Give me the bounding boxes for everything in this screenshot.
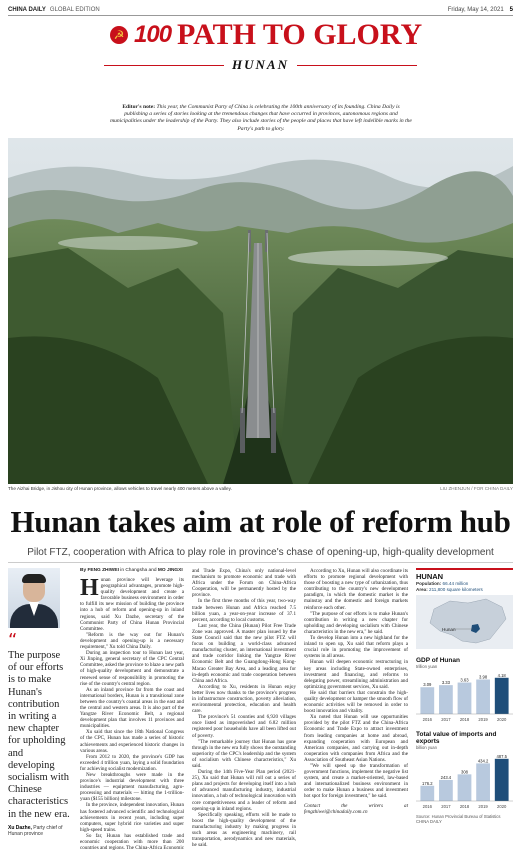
byline-location: in Changsha <box>120 568 148 573</box>
article-paragraph <box>304 611 408 635</box>
main-photo <box>8 138 513 484</box>
article-paragraph <box>80 772 184 802</box>
article-paragraph <box>192 812 296 849</box>
article-paragraph <box>304 763 408 800</box>
population-value: 66.44 million <box>442 581 469 586</box>
article-paragraph <box>192 769 296 812</box>
party-emblem-icon: ☭ <box>110 26 128 44</box>
chart-value-label: 3.33 <box>441 680 450 686</box>
chart-category-label: 2017 <box>441 804 451 810</box>
article-paragraph <box>80 577 184 632</box>
article-body <box>80 568 408 854</box>
paragraph-text: He said that barriers that constrain the high-quality development or hamper the smooth flow of economic activities will be removed in order to boost innovation and vitality. <box>304 689 408 715</box>
chart-value-label: 434.2 <box>477 758 489 764</box>
paragraph-text: Hunan will deepen economic restructuring in key areas including State-owned enterprises, investment and financing, and reforms to delegating power, streamlining administration and optimizing government services, Xu said. <box>304 659 408 690</box>
china-map <box>416 595 513 649</box>
chart-bar <box>476 764 490 802</box>
paragraph-text: To develop Hunan into a new highland for the inland to open up, Xu said that reform plays a crucial role in promoting the improvement of systems in all areas. <box>304 635 408 660</box>
area-value: 211,800 square kilometers <box>429 586 483 592</box>
article-paragraph <box>80 650 184 687</box>
pullquote-attribution <box>8 825 70 837</box>
province-name: HUNAN <box>232 57 289 72</box>
trade-bar-chart <box>416 752 513 810</box>
chart-value-label: 3.63 <box>460 677 469 683</box>
gdp-chart-unit: trillion yuan <box>416 664 438 670</box>
byline-author-1: By FENG ZHIWEI <box>80 568 119 573</box>
article-paragraph <box>304 714 408 763</box>
paragraph-text: According to Xu, residents in Hunan enjoy better lives now thanks to the province's progress in infrastructure construction, poverty alleviation, environmental protection, education and health care. <box>192 683 296 715</box>
paragraph-text: The province's 51 counties and 6,920 villages once listed as impoverished and 6.82 million registered poor households have all been lifted out of poverty. <box>192 714 296 739</box>
chart-bar <box>495 759 509 801</box>
issue-date: Friday, May 14, 2021 <box>447 6 504 13</box>
chart-category-label: 2019 <box>478 804 488 810</box>
editors-note <box>110 104 412 133</box>
paragraph-text: During the 14th Five-Year Plan period (2021-25), Xu said that Hunan will roll out a series of plans and projects for developing itself into a hub of advanced manufacturing industry, industrial innovation, a hub of technological innovation with core competitiveness and a leader of reform and opening-up in inland regions. <box>192 769 296 812</box>
area-label: Area: <box>416 586 428 592</box>
paragraph-text: Xu said that since the 18th National Congress of the CPC, Hunan has made a series of historic achievements and experienced historic changes in various areas. <box>80 729 184 754</box>
paragraph-text: "Reform is the way out for Hunan's development and opening-up is a necessary requirement," Xu told China Daily. <box>80 631 184 651</box>
trade-chart-title: Total value of imports and exports <box>416 731 497 746</box>
series-title: PATH TO GLORY <box>177 18 423 51</box>
editors-note-text: This year, the Communist Party of China is celebrating the 100th anniversary of its founding. China Daily is publishing a series of stories looking at the tremendous changes that have occurred in provinces, autonomous regions and municipalities under the leadership of the Party. They also include stories of the people and places that have left indelible marks in the Party's path to glory. <box>110 104 412 132</box>
photo-credit: LIU ZHENJUN / FOR CHINA DAILY <box>440 486 513 491</box>
article-paragraph <box>192 623 296 684</box>
byline <box>80 568 184 574</box>
graphic-credit: CHINA DAILY <box>416 819 442 825</box>
byline-and: and <box>148 568 157 573</box>
subheadline: Pilot FTZ, cooperation with Africa to play role in province's chase of opening-up, high-quality development <box>27 547 494 558</box>
paragraph-text: During an inspection tour to Hunan last year, Xi Jinping, general secretary of the CPC Central Committee, asked the province to blaze a new path of high-quality development and demonstrate a renewed sense of responsibility in promoting the rise of the country's central region. <box>80 650 184 687</box>
paragraph-text: In the first three months of this year, two-way trade between Hunan and Africa reached 7.5 billion yuan, a year-on-year increase of 37.1 percent, according to local customs. <box>192 598 296 623</box>
article-paragraph <box>192 714 296 738</box>
area-row <box>416 587 513 593</box>
chart-value-label: 308 <box>461 769 468 775</box>
bridge-landscape-illustration <box>8 138 513 484</box>
article-paragraph <box>304 568 408 611</box>
article-signoff: Contact the writers at fengzhiwei@chinadaily.com.cn <box>304 802 408 815</box>
article-paragraph <box>192 598 296 622</box>
source-text: Source: Hunan Provincial Bureau of Statistics <box>416 814 501 820</box>
chart-value-label: 487.5 <box>496 754 507 759</box>
divider <box>8 562 513 563</box>
article-paragraph <box>80 802 184 832</box>
article-paragraph <box>80 687 184 730</box>
paragraph-text: "The remarkable journey that Hunan has gone through in the new era fully shows the outstanding superiority of the CPC's leadership and the system of socialism with Chinese characteristics," Xu said. <box>192 738 296 769</box>
chart-bar <box>439 685 453 714</box>
paragraph-text: Xu noted that Hunan will use opportunities provided by the pilot FTZ and the China-Africa Economic and Trade Expo to attract investment from leading companies at home and abroad, expanding cooperation with European and American companies, and carrying out in-depth cooperation with companies from Africa and the Association of Southeast Asian Nations. <box>304 714 408 763</box>
chart-bar <box>495 678 509 714</box>
chart-category-label: 2020 <box>497 717 507 723</box>
paragraph-text: As an inland province far from the coast and international borders, Hunan is a transitional zone between the country's coastal areas in the east and the central and western areas. It is also part of the Yangtze River Economic Belt, a regional development plan that involves 11 provinces and municipalities. <box>80 686 184 730</box>
centenary-number: 100 <box>134 21 172 48</box>
pullquote-name: Xu Dazhe, <box>8 824 32 831</box>
paragraph-text: New breakthroughs were made in the province's industrial development with three industries — equipment manufacturing, agro-processing and materials — hitting the 1-trillion-yuan ($155 billion) milestone. <box>80 772 184 803</box>
divider-left <box>104 65 224 66</box>
population-label: Population: <box>416 581 442 586</box>
article-paragraph <box>80 729 184 753</box>
chart-bar <box>420 786 434 801</box>
chart-bar <box>420 687 434 714</box>
fact-box <box>416 568 513 824</box>
article-paragraph <box>80 754 184 772</box>
chart-category-label: 2020 <box>497 804 507 810</box>
paragraph-text: Specifically speaking, efforts will be made to boost the high-quality development of the manufacturing industry by making progress in such areas as engineering machinery, rail transportation, aerodynamics and new materials, he said. <box>192 811 296 849</box>
masthead-right <box>448 7 513 13</box>
article-paragraph <box>192 739 296 769</box>
quote-mark-icon: “ <box>8 630 18 651</box>
source-note <box>416 814 513 824</box>
pullquote-column <box>8 568 70 837</box>
series-banner <box>110 20 422 50</box>
paper-name: CHINA DAILY <box>8 6 46 13</box>
chart-value-label: 243.4 <box>440 775 452 781</box>
chart-bar <box>458 683 472 714</box>
chart-category-label: 2019 <box>478 717 488 723</box>
portrait-hair <box>22 574 46 583</box>
pullquote-text: The purpose of our efforts is to make Hunan's contribution in writing a new chapter for upholding and developing socialism with Chinese characteristics in the new era. <box>8 650 70 820</box>
paragraph-text: Last year, the China (Hunan) Pilot Free Trade Zone was approved. A master plan issued by the State Council said that the new pilot FTZ will focus on building a world-class advanced manufacturing cluster, an international investment and trade corridor linking the Yangtze River Economic Belt and the Guangdong-Hong Kong-Macao Greater Bay Area, and a leading area for in-depth economic and trade cooperation between China and Africa. <box>192 622 296 684</box>
province-heading <box>0 56 521 74</box>
section-name: GLOBAL EDITION <box>49 6 100 13</box>
masthead-left <box>8 7 100 13</box>
paragraph-text: So far, Hunan has established trade and economic cooperation with more than 200 countries and regions. The China-Africa Economic and Trade Expo, China's only national-level mechanism to promote economic and trade with Africa under the Forum on China-Africa Cooperation, will be permanently hosted by the province. <box>80 568 296 852</box>
chart-value-label: 3.09 <box>423 682 432 688</box>
gdp-chart-title: GDP of Hunan <box>416 657 460 665</box>
chart-bar <box>458 775 472 802</box>
chart-category-label: 2018 <box>459 804 470 810</box>
photo-caption-row <box>8 486 513 491</box>
editors-note-label: Editor's note: <box>122 104 156 110</box>
chart-bar <box>439 780 453 801</box>
paragraph-text: "We will speed up the transformation of government functions, implement the negative list system, and create a market-oriented, law-based and internationalized business environment in order to make Hunan a business and investment hot spot for foreign investment," he said. <box>304 763 408 800</box>
chart-category-label: 2017 <box>441 717 451 723</box>
divider-right <box>297 65 417 66</box>
pullquote-title: Party chief of Hunan province <box>8 824 63 837</box>
photo-caption: The Aizhai Bridge, in Jishou city of Hunan province, allows vehicles to travel nearly 400 meters above a valley. <box>8 486 232 491</box>
paragraph-text: From 2012 to 2020, the province's GDP has exceeded 4 trillion yuan, laying a solid foundation for achieving socialist modernization. <box>80 753 184 772</box>
article-paragraph <box>304 635 408 659</box>
gdp-bar-chart <box>416 671 513 723</box>
article-paragraph <box>192 684 296 714</box>
paragraph-text: unan province will leverage its geographical advantages, promote high-quality development and create a favorable business environment in order to fulfill its new mission of building the province into a hub of reform and opening-up in inland regions, said Xu Dazhe, secretary of the Communist Party of China Hunan Provincial Committee. <box>80 577 184 632</box>
chart-bar <box>476 680 490 714</box>
article-paragraph <box>304 690 408 714</box>
drop-cap: H <box>80 575 99 601</box>
fact-box-title: HUNAN <box>416 568 513 581</box>
portrait-photo <box>8 568 60 628</box>
article-paragraph <box>304 659 408 689</box>
map-label: Hunan <box>442 627 456 633</box>
chart-category-label: 2016 <box>422 804 432 810</box>
chart-category-label: 2016 <box>422 717 432 723</box>
trade-chart-unit: billion yuan <box>416 745 437 751</box>
paragraph-text: In the province, independent innovation, Hunan has fostered advanced scientific and technological achievements in recent years, including super computers, super hybrid rice varieties and super high-speed trains. <box>80 802 184 833</box>
chart-value-label: 176.2 <box>422 780 433 786</box>
china-map-icon <box>416 595 513 649</box>
chart-value-label: 3.98 <box>479 674 488 680</box>
article-paragraph <box>80 632 184 650</box>
masthead-bar <box>8 4 513 16</box>
chart-value-label: 4.18 <box>497 672 506 678</box>
paragraph-text: According to Xu, Hunan will also coordinate its efforts to promote regional development with those of boosting a new type of urbanization, thus contributing to the country's new development paradigm, in which the domestic market is the mainstay and the domestic and foreign markets reinforce each other. <box>304 568 408 611</box>
chart-category-label: 2018 <box>459 717 470 723</box>
page-number: 5 <box>509 6 513 13</box>
byline-author-2: MO JINGXI <box>157 568 183 573</box>
headline: Hunan takes aim at role of reform hub <box>10 504 511 539</box>
paragraph-text: "The purpose of our efforts is to make Hunan's contribution in writing a new chapter for upholding and developing socialism with Chinese characteristics in the new era," he said. <box>304 610 408 635</box>
